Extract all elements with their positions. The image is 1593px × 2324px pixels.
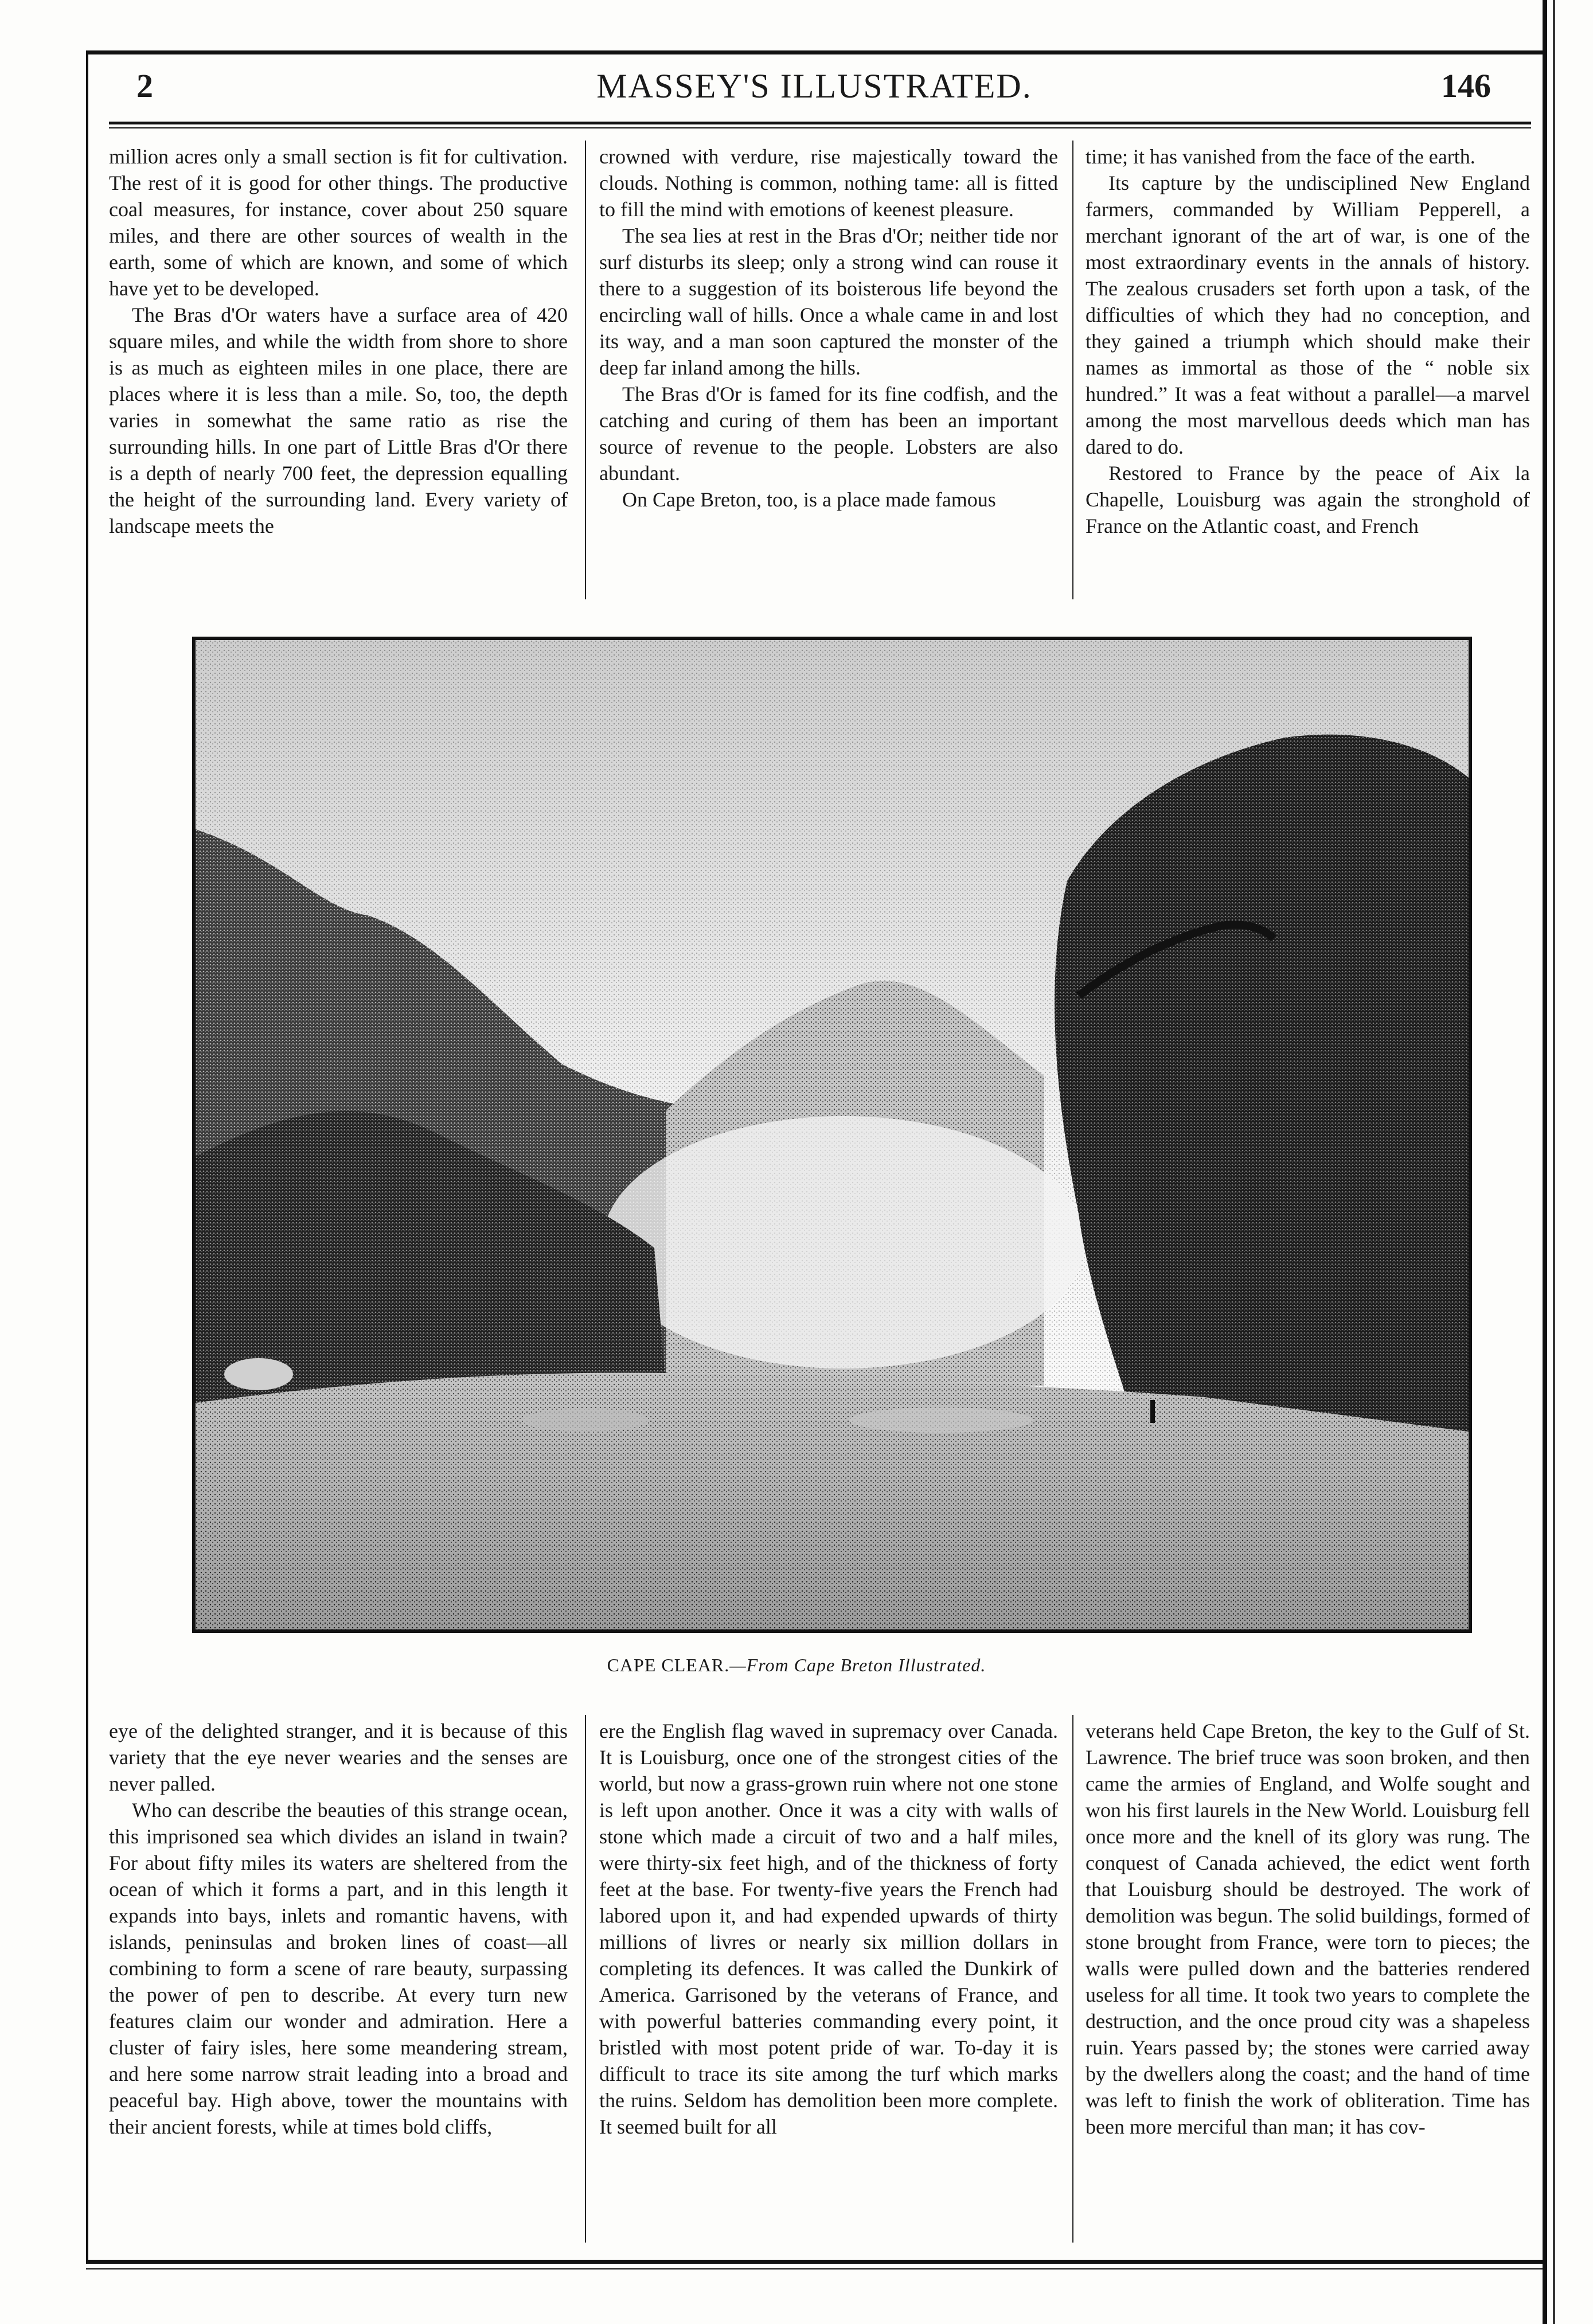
paragraph: time; it has vanished from the face of the earth. (1086, 145, 1475, 168)
page-border-bottom (86, 2260, 1543, 2264)
paragraph: On Cape Breton, too, is a place made famous (622, 488, 996, 511)
column-rule (1072, 1715, 1073, 2243)
page-border-top (86, 50, 1543, 54)
top-column-2 (599, 143, 1058, 513)
cape-clear-engraving (192, 637, 1472, 1633)
page-header (86, 57, 1543, 132)
paragraph: The sea lies at rest in the Bras d'Or; neither tide nor surf disturbs its sleep; only a strong wind can rouse it there to a suggestion of its boisterous life beyond the encircling wall of hills. Once a whale came in and lost its way, and a man soon captured the monster of the deep far inland among the hills. (599, 224, 1058, 379)
page-border-bottom-inner (86, 2268, 1543, 2270)
paragraph: The Bras d'Or waters have a surface area of 420 square miles, and while the width from shore to shore is as much as eighteen miles in one place, there are places where it is less than a mile. So, too, the depth varies in somewhat the same ratio as rise the surrounding hills. In one part of Little Bras d'Or there is a depth of nearly 700 feet, the depression equalling the height of the surrounding land. Every variety of landscape meets the (109, 303, 568, 537)
paragraph: veterans held Cape Breton, the key to the Gulf of St. Lawrence. The brief truce was soon broken, and then came the armies of England, and Wolfe sought and won his first laurels in the New World. Louisburg fell once more and the knell of its glory was rung. The conquest of Canada achieved, the edict went forth that Louisburg should be destroyed. The work of demolition was begun. The solid buildings, formed of stone brought from France, were torn to pieces; the walls were pulled down and the batteries rendered useless for all time. It took two years to complete the destruction, and the once proud city was a shapeless ruin. Years passed by; the stones were carried away by the dwellers along the coast; and the hand of time was left to finish the work of obliteration. Time has been more merciful than man; it has cov- (1086, 1719, 1530, 2138)
paragraph: The Bras d'Or is famed for its fine codfish, and the catching and curing of them has been an important source of revenue to the people. Lobsters are also abundant. (599, 383, 1058, 485)
header-rule-thin (109, 127, 1531, 128)
column-rule (585, 141, 586, 599)
page-border-left (86, 50, 88, 2263)
top-column-3 (1086, 143, 1530, 539)
figure-caption (0, 1655, 1593, 1676)
column-rule (1072, 141, 1073, 599)
bottom-column-1 (109, 1718, 568, 2140)
masthead-title: MASSEY'S ILLUSTRATED. (596, 67, 1032, 105)
header-rule (109, 122, 1531, 124)
column-rule (585, 1715, 586, 2243)
top-column-1 (109, 143, 568, 539)
paragraph: crowned with verdure, rise majestically toward the clouds. Nothing is common, nothing tame: all is fitted to fill the mind with emotions of keenest pleasure. (599, 145, 1058, 221)
page-number-left: 2 (136, 67, 153, 104)
paragraph: million acres only a small section is fit for cultivation. The rest of it is good for other things. The productive coal measures, for instance, cover about 250 square miles, and there are other sources of wealth in the earth, some of which are known, and some of which have yet to be developed. (109, 145, 568, 300)
page-border-right (1543, 0, 1547, 2324)
bottom-column-3 (1086, 1718, 1530, 2140)
paragraph: eye of the delighted stranger, and it is because of this variety that the eye never wearies and the senses are never palled. (109, 1719, 568, 1795)
caption-title: CAPE CLEAR. (607, 1655, 730, 1675)
bottom-column-2 (599, 1718, 1058, 2140)
page-border-right-inner (1553, 0, 1555, 2324)
paragraph: ere the English flag waved in supremacy over Canada. It is Louisburg, once one of the strongest cities of the world, but now a grass-grown ruin where not one stone is left upon another. Once it was a city with walls of stone which made a circuit of two and a half miles, were thirty-six feet high, and of the thickness of forty feet at the base. For twenty-five years the French had labored upon it, and had expended upwards of thirty millions of livres or nearly six million dollars in completing its defences. It was called the Dunkirk of America. Garrisoned by the veterans of France, and with powerful batteries commanding every point, it bristled with most potent pride of war. To-day it is difficult to trace its site among the turf which marks the ruins. Seldom has demolition been more complete. It seemed built for all (599, 1719, 1058, 2138)
page-number-right: 146 (1441, 67, 1491, 104)
paragraph: Who can describe the beauties of this strange ocean, this imprisoned sea which divides an island in twain? For about fifty miles its waters are sheltered from the ocean of which it forms a part, and in this length it expands into bays, inlets and romantic havens, with islands, peninsulas and broken lines of coast—all combining to form a scene of rare beauty, surpassing the power of pen to describe. At every turn new features claim our wonder and admiration. Here a cluster of fairy isles, here some meandering stream, and here some narrow strait leading into a broad and peaceful bay. High above, tower the mountains with their ancient forests, while at times bold cliffs, (109, 1799, 568, 2138)
caption-source: —From Cape Breton Illustrated. (729, 1655, 986, 1675)
paragraph: Its capture by the undisciplined New England farmers, commanded by William Pepperell, a merchant ignorant of the art of war, is one of the most extraordinary events in the annals of history. The zealous crusaders set forth upon a task, of the difficulties of which they had no conception, and they gained a triumph which should make their names as immortal as those of the “ noble six hundred.” It was a feat without a parallel—a marvel among the most marvellous deeds which man has dared to do. (1086, 171, 1530, 458)
paragraph: Restored to France by the peace of Aix la Chapelle, Louisburg was again the stronghold of France on the Atlantic coast, and French (1086, 462, 1530, 537)
